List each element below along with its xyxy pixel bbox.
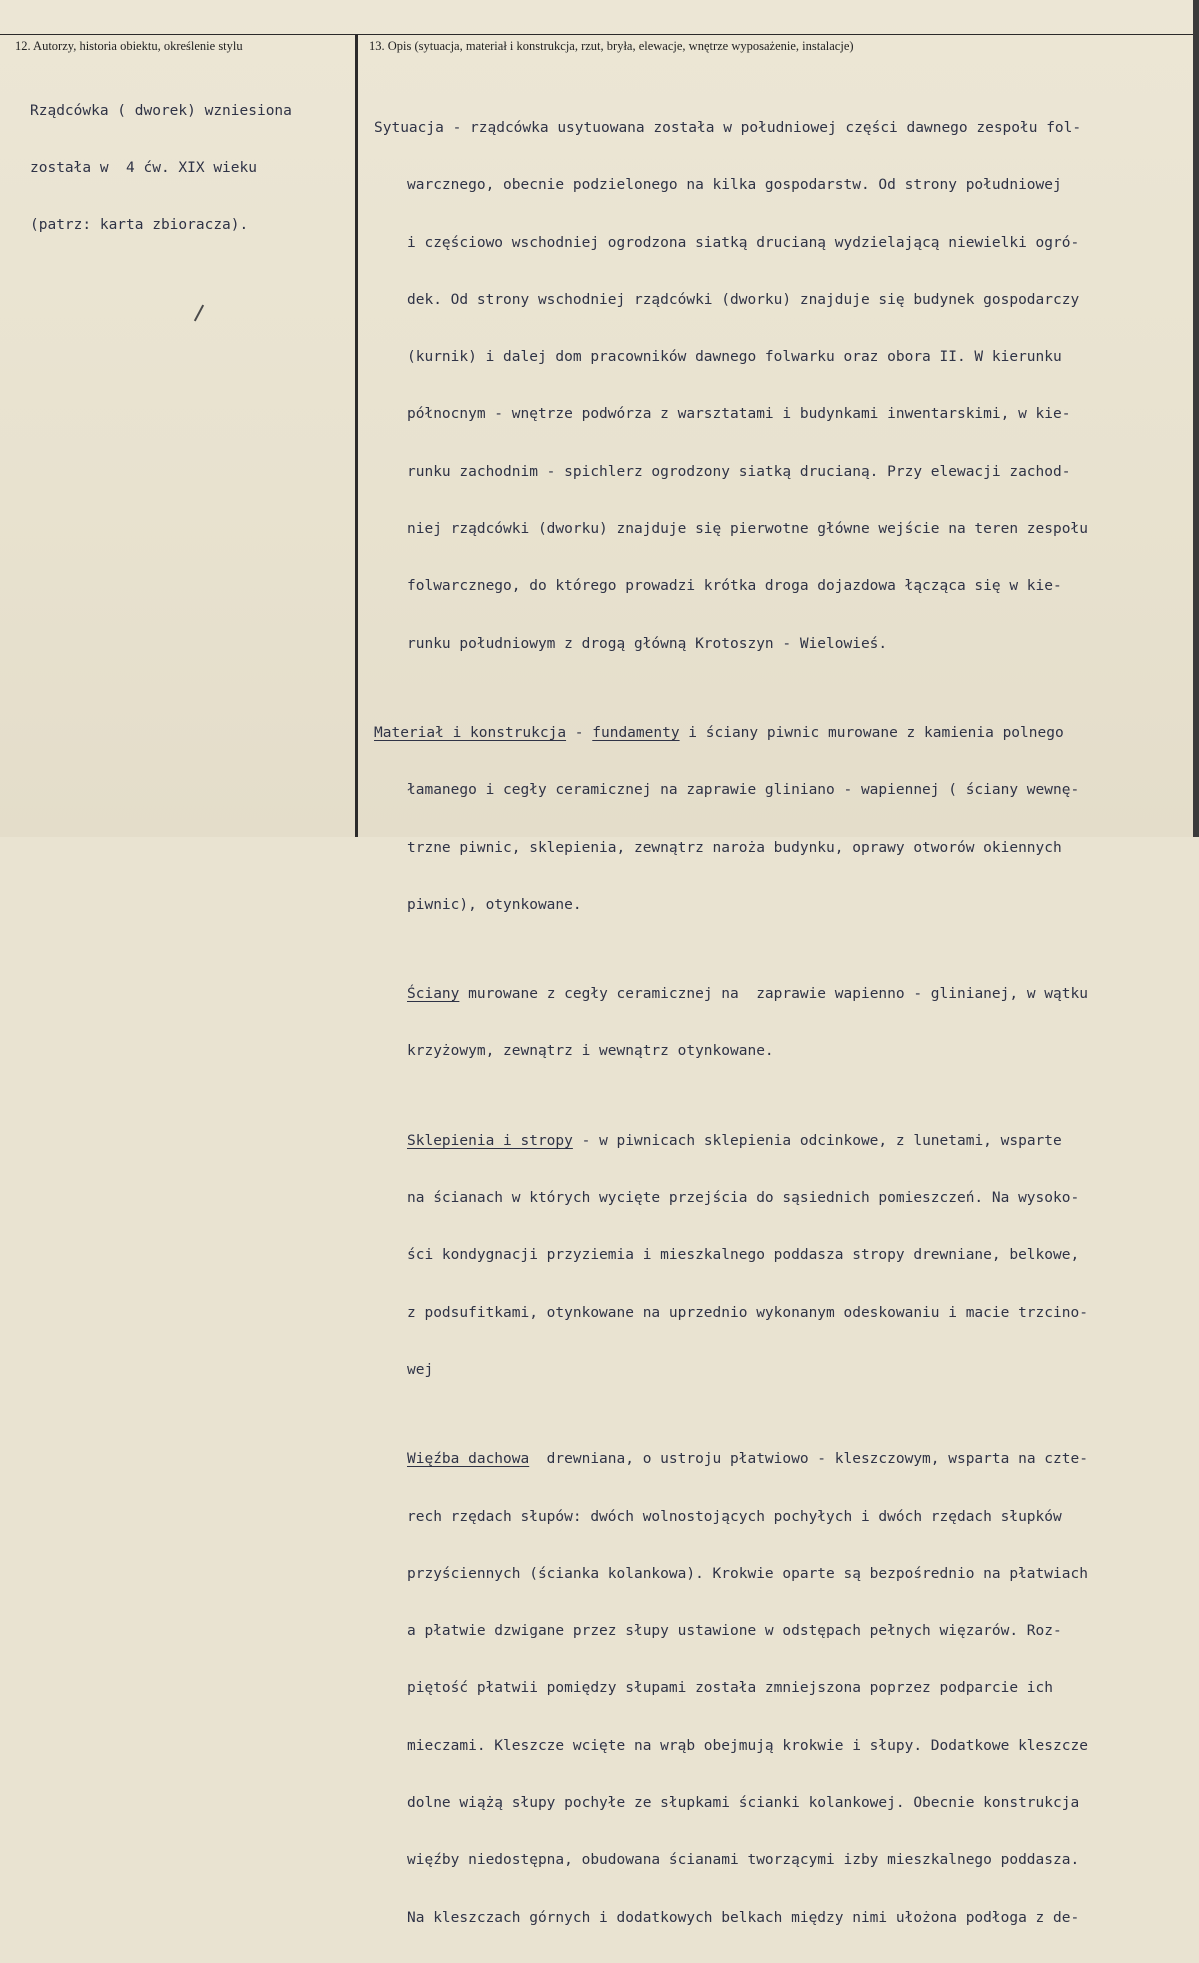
sklepienia-line-4: z podsufitkami, otynkowane na uprzednio wykonanym odeskowaniu i macie trzcino- xyxy=(407,1304,1088,1321)
wiezba-line-6: mieczami. Kleszcze wcięte na wrąb obejmują krokwie i słupy. Dodatkowe kleszcze xyxy=(407,1737,1088,1754)
wiezba-line-4: a płatwie dzwigane przez słupy ustawione w odstępach pełnych więzarów. Roz- xyxy=(407,1623,1062,1640)
sciany-label: Ściany xyxy=(407,986,460,1003)
fundamenty-label: fundamenty xyxy=(592,724,680,741)
material-line-2: łamanego i cegły ceramicznej na zaprawie gliniano - wapiennej ( ściany wewnę- xyxy=(407,782,1080,799)
sciany-text-1: murowane z cegły ceramicznej na zaprawie wapienno - glinianej, w wątku xyxy=(459,986,1088,1003)
left-line-2: została w 4 ćw. XIX wieku xyxy=(30,160,257,176)
right-column xyxy=(374,68,1184,1963)
pen-mark xyxy=(194,305,204,322)
material-sep: - xyxy=(566,724,593,741)
left-line-1: Rządcówka ( dworek) wzniesiona xyxy=(30,103,292,119)
sytuacja-line-3: i częściowo wschodniej ogrodzona siatką drucianą wydzielającą niewielki ogró- xyxy=(407,234,1080,251)
sciany-line-2: krzyżowym, zewnątrz i wewnątrz otynkowane. xyxy=(407,1043,774,1060)
sytuacja-line-4: dek. Od strony wschodniej rządcówki (dworku) znajduje się budynek gospodarczy xyxy=(407,291,1080,308)
wiezba-line-5: piętość płatwii pomiędzy słupami została zmniejszona poprzez podparcie ich xyxy=(407,1680,1054,1697)
material-line-1 xyxy=(374,721,1184,746)
sytuacja-line-1 xyxy=(374,116,1184,141)
sytuacja-line-7: runku zachodnim - spichlerz ogrodzony siatką drucianą. Przy elewacji zachod- xyxy=(407,463,1071,480)
wiezba-line-8: więźby niedostępna, obudowana ścianami tworzącymi izby mieszkalnego poddasza. xyxy=(407,1852,1080,1869)
wiezba-line-3: przyściennych (ścianka kolankowa). Krokwie oparte są bezpośrednio na płatwiach xyxy=(407,1565,1088,1582)
wiezba-text-1: drewniana, o ustroju płatwiowo - kleszczowym, wsparta na czte- xyxy=(529,1451,1088,1468)
wiezba-line-7: dolne wiążą słupy pochyłe ze słupkami ścianki kolankowej. Obecnie konstrukcja xyxy=(407,1795,1080,1812)
left-column xyxy=(30,67,292,270)
material-label: Materiał i konstrukcja xyxy=(374,724,567,741)
sklepienia-text-1: - w piwnicach sklepienia odcinkowe, z lunetami, wsparte xyxy=(572,1132,1062,1149)
left-line-3: (patrz: karta zbioracza). xyxy=(30,217,249,233)
sklepienia-line-1 xyxy=(374,1129,1184,1154)
sklepienia-line-3: ści kondygnacji przyziemia i mieszkalnego poddasza stropy drewniane, belkowe, xyxy=(407,1247,1080,1264)
sytuacja-text-1: - rządcówka usytuowana została w południowej części dawnego zespołu fol- xyxy=(443,120,1082,136)
material-line-4: piwnic), otynkowane. xyxy=(407,896,582,913)
sklepienia-line-2: na ścianach w których wycięte przejścia do sąsiednich pomieszczeń. Na wysoko- xyxy=(407,1190,1080,1207)
sytuacja-line-10: runku południowym z drogą główną Krotoszyn - Wielowieś. xyxy=(407,635,888,652)
sklepienia-label: Sklepienia i stropy xyxy=(407,1132,573,1149)
header-right: 13. Opis (sytuacja, materiał i konstrukcja, rzut, bryła, elewacje, wnętrze wyposażenie, instalacje) xyxy=(369,39,854,53)
wiezba-label: Więźba dachowa xyxy=(407,1451,530,1468)
material-line-3: trzne piwnic, sklepienia, zewnątrz naroża budynku, oprawy otworów okiennych xyxy=(407,839,1062,856)
wiezba-line-2: rech rzędach słupów: dwóch wolnostojących pochyłych i dwóch rzędach słupków xyxy=(407,1508,1062,1525)
wiezba-line-9: Na kleszczach górnych i dodatkowych belkach między nimi ułożona podłoga z de- xyxy=(407,1909,1080,1926)
top-rule xyxy=(0,34,1199,35)
column-divider xyxy=(355,34,358,837)
sytuacja-line-8: niej rządcówki (dworku) znajduje się pierwotne główne wejście na teren zespołu xyxy=(407,521,1088,538)
sytuacja-line-9: folwarcznego, do którego prowadzi krótka droga dojazdowa łącząca się w kie- xyxy=(407,578,1062,595)
sytuacja-label: Sytuacja xyxy=(374,120,444,136)
header-left: 12. Autorzy, historia obiektu, określenie stylu xyxy=(15,39,243,53)
sciany-line-1 xyxy=(374,982,1184,1007)
sytuacja-line-6: północnym - wnętrze podwórza z warsztatami i budynkami inwentarskimi, w kie- xyxy=(407,406,1071,423)
material-text-1: i ściany piwnic murowane z kamienia polnego xyxy=(679,724,1064,741)
sytuacja-line-2: warcznego, obecnie podzielonego na kilka gospodarstw. Od strony południowej xyxy=(407,177,1062,194)
sklepienia-line-5: wej xyxy=(407,1361,434,1378)
sytuacja-line-5: (kurnik) i dalej dom pracowników dawnego folwarku oraz obora II. W kierunku xyxy=(407,349,1062,366)
right-edge xyxy=(1193,0,1199,837)
wiezba-line-1 xyxy=(374,1447,1184,1472)
